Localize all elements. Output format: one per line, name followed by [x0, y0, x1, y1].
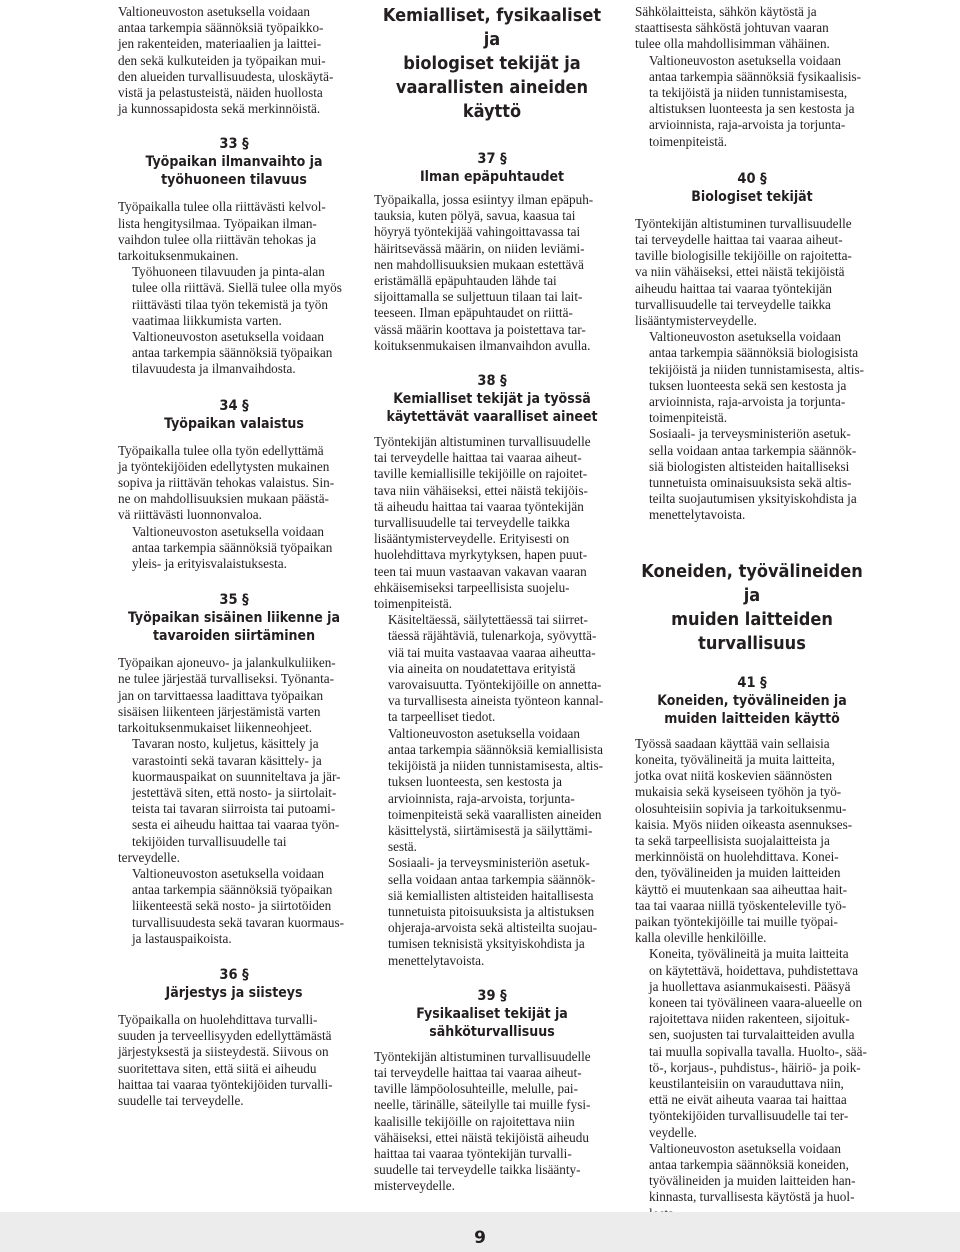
text-line: toimenpiteistä.	[649, 133, 728, 149]
text-line: taville kemiallisille tekijöille on rajoitet-	[374, 466, 588, 482]
text-line: taville lämpöolosuhteille, melulle, pai-	[374, 1081, 578, 1097]
text-line: turvallisuudesta sekä tavaran kuormaus-	[132, 914, 345, 930]
section-37-heading	[374, 150, 610, 186]
text-line: antaa tarkempia säännöksiä työpaikko-	[118, 20, 324, 36]
text-line: arvioinnista, raja-arvoista ja torjunta-	[649, 394, 846, 410]
text-line: työntekijöiden turvallisuudelle tai ter-	[649, 1108, 849, 1124]
paragraph	[635, 736, 869, 947]
section-number: 38 §	[477, 373, 507, 390]
text-line: vässä määrin koottava ja poistettava tar-	[374, 321, 586, 337]
text-line: täessä räjähtäviä, tulenarkoja, syövyttä-	[388, 628, 597, 644]
text-line: ehkäisemiseksi tarpeellisista suojelu-	[374, 579, 570, 595]
text-line: vaarallisten aineiden käyttö	[395, 77, 589, 122]
text-line: kaisia. Myös niiden oikeasta asennukses-	[635, 816, 853, 832]
text-line: ja kunnossapidosta sekä merkinnöistä.	[118, 101, 321, 117]
text-line: kaalisille tekijöille on rajoitettava niin	[374, 1113, 575, 1129]
text-line: Työntekijän altistuminen turvallisuudelle	[374, 434, 591, 450]
text-line: tauksia, kuten pölyä, savua, kaasua tai	[374, 208, 576, 224]
paragraph	[374, 855, 610, 968]
text-line: Työhuoneen tilavuuden ja pinta-alan	[132, 264, 325, 280]
section-39-heading	[374, 987, 610, 1041]
section-38-heading	[374, 372, 610, 426]
text-line: tai terveydelle haittaa tai vaaraa aiheut-	[374, 1064, 582, 1080]
text-line: antaa tarkempia säännöksiä työpaikan	[132, 345, 333, 361]
text-line: toimenpiteistä.	[649, 410, 728, 426]
page-number: 9	[474, 1228, 486, 1248]
text-line: jen rakenteiden, materiaalien ja laittei-	[118, 36, 322, 52]
text-line: sella voidaan antaa tarkempia säännök-	[388, 871, 596, 887]
paragraph	[635, 4, 869, 53]
text-line: koneen tai työvälineen vaara-alueelle on	[649, 994, 863, 1010]
section-number: 33 §	[219, 136, 249, 153]
text-line: kinnasta, turvallisesta käytöstä ja huol-	[649, 1189, 855, 1205]
text-line: suoritettava siten, että siitä ei aiheudu	[118, 1060, 317, 1076]
section-number: 35 §	[219, 592, 249, 609]
section-41-heading	[635, 674, 869, 728]
text-line: Työpaikalla on huolehdittava turvalli-	[118, 1011, 318, 1027]
text-line: sisäisen liikenteen järjestämistä varten	[118, 703, 321, 719]
text-line: haittaa tai vaaraa työntekijän turvalli-	[374, 1145, 572, 1161]
section-title	[118, 984, 350, 1002]
text-line: sähköturvallisuus	[429, 1023, 555, 1040]
text-line: muiden laitteiden turvallisuus	[671, 608, 833, 654]
section-title	[118, 415, 350, 433]
chapter-heading	[635, 560, 869, 656]
text-line: kuormauspaikat on suunniteltava ja jär-	[132, 768, 341, 784]
text-line: olosuhteisiin sopivia ja tarkoituksenmu-	[635, 800, 847, 816]
section-title	[635, 188, 869, 206]
text-line: varovaisuutta. Työntekijöille on annetta-	[388, 677, 602, 693]
text-line: antaa tarkempia säännöksiä kemiallisista	[388, 741, 603, 757]
text-line: rajoitettava niiden rakenteen, sijoituk-	[649, 1011, 850, 1027]
text-line: Työntekijän altistuminen turvallisuudelle	[374, 1048, 591, 1064]
column-middle	[374, 4, 610, 1195]
text-line: via aineita on noudatettava erityistä	[388, 660, 576, 676]
paragraph	[374, 1049, 610, 1195]
text-line: Fysikaaliset tekijät ja	[416, 1005, 568, 1022]
section-number: 40 §	[737, 170, 767, 187]
paragraph	[635, 216, 869, 329]
text-line: Valtioneuvoston asetuksella voidaan	[132, 329, 324, 345]
text-line: tarkoituksenmukainen.	[118, 248, 239, 264]
text-line: teista tai tavaran siirroista tai putoami-	[132, 801, 336, 817]
text-line: koneita, työvälineitä ja muita laitteita,	[635, 751, 835, 767]
text-line: Koneita, työvälineitä ja muita laitteita	[649, 946, 849, 962]
section-40-heading	[635, 170, 869, 206]
paragraph	[635, 53, 869, 150]
text-line: jestettävä siten, että nosto- ja siirtolait-	[132, 784, 337, 800]
text-line: vä riittävästi luonnonvaloa.	[118, 507, 262, 523]
text-line: Työpaikalla tulee olla riittävästi kelvol-	[118, 199, 326, 215]
text-line: käytettävät vaaralliset aineet	[386, 409, 598, 426]
section-title	[118, 153, 350, 189]
text-line: jotka ovat niitä koskevien säännösten	[635, 768, 833, 784]
text-line: taville biologisille tekijöille on rajoitetta-	[635, 248, 852, 264]
text-line: sen, suojusten tai turvalaitteiden avulla	[649, 1027, 855, 1043]
text-line: Käsiteltäessä, säilytettäessä tai siirret-	[388, 612, 588, 628]
text-line: turvallisuudelle tai terveydelle taikka	[635, 296, 831, 312]
text-line: ne tulee järjestää turvalliseksi. Työnanta-	[118, 671, 334, 687]
text-line: tunnetuista pitoisuuksista ja altistuksen	[388, 903, 595, 919]
text-line: teilta suojautumisen yksityiskohdista ja	[649, 491, 857, 507]
text-line: jan on tarvittaessa laadittava työpaikan	[118, 687, 324, 703]
text-line: Valtioneuvoston asetuksella voidaan	[388, 725, 580, 741]
text-line: neelle, tärinälle, säteilylle tai muille fysi-	[374, 1097, 591, 1113]
text-line: Työpaikan ajoneuvo- ja jalankulkuliiken-	[118, 655, 336, 671]
text-line: järjestyksestä ja siisteydestä. Siivous on	[118, 1044, 329, 1060]
text-line: työhuoneen tilavuus	[161, 172, 307, 189]
text-line: Tavaran nosto, kuljetus, käsittely ja	[132, 736, 319, 752]
text-line: misterveydelle.	[374, 1178, 455, 1194]
text-line: lisääntymisterveydelle.	[635, 313, 757, 329]
text-line: ta tekijöistä ja niiden tunnistamisesta,	[649, 85, 848, 101]
text-line: vistä ja pelastusteistä, näiden huollosta	[118, 85, 323, 101]
paragraph	[118, 199, 350, 264]
text-line: Kemialliset tekijät ja työssä	[393, 391, 591, 408]
text-line: ja työntekijöiden edellytysten mukainen	[118, 458, 330, 474]
section-number: 37 §	[477, 151, 507, 167]
text-line: siä biologisten altisteiden haitalliseksi	[649, 458, 850, 474]
text-line: antaa tarkempia säännöksiä biologisista	[649, 345, 859, 361]
text-line: varastointi sekä tavaran käsittely- ja	[132, 752, 322, 768]
text-line: suuden ja terveellisyyden edellyttämästä	[118, 1028, 332, 1044]
text-line: antaa tarkempia säännöksiä fysikaalisis-	[649, 68, 862, 84]
text-line: arvioinnista, raja-arvoista, torjunta-	[388, 790, 575, 806]
text-line: Sosiaali- ja terveysministeriön asetuk-	[388, 855, 590, 871]
text-line: Työssä saadaan käyttää vain sellaisia	[635, 735, 830, 751]
text-line: tai terveydelle haittaa tai vaaraa aiheut-	[374, 450, 582, 466]
text-line: kalla oleville henkilöille.	[635, 930, 767, 946]
column-right	[635, 4, 869, 1222]
paragraph	[635, 329, 869, 426]
text-line: riittävästi tilaa työn tekemistä ja työn	[132, 296, 328, 312]
text-line: muiden laitteiden käyttö	[664, 710, 840, 727]
paragraph	[118, 736, 350, 866]
paragraph	[118, 264, 350, 329]
text-line: tilavuudesta ja ilmanvaihdosta.	[132, 361, 296, 377]
text-line: liikenteestä sekä nosto- ja siirtotöiden	[132, 898, 332, 914]
text-line: Työpaikan valaistus	[164, 415, 304, 432]
text-line: teeseen. Ilman epäpuhtaudet on riittä-	[374, 305, 573, 321]
text-line: Työpaikalla tulee olla työn edellyttämä	[118, 442, 324, 458]
text-line: taa tai vaaraa niillä työskenteleville työ-	[635, 897, 847, 913]
text-line: den alueiden turvallisuudesta, uloskäytä-	[118, 68, 334, 84]
paragraph	[118, 1012, 350, 1109]
text-line: sijoittamalla se suljettuun tilaan tai lait-	[374, 289, 583, 305]
text-line: tai muulla sopivalla tavalla. Huolto-, sää-	[649, 1043, 867, 1059]
text-line: altistuksen luonteesta ja sen kestosta ja	[649, 101, 855, 117]
text-line: siä kemiallisten altisteiden haitallisesta	[388, 887, 594, 903]
text-line: tulee olla mahdollisimman vähäinen.	[635, 36, 830, 52]
text-line: tekijöistä ja niiden tunnistamisesta, altis-	[649, 361, 864, 377]
text-line: Valtioneuvoston asetuksella voidaan	[118, 4, 310, 19]
text-line: Biologiset tekijät	[691, 188, 813, 205]
text-line: yleis- ja erityisvalaistuksesta.	[132, 556, 287, 572]
text-line: häiritsevässä määrin, on niiden leviämi-	[374, 240, 585, 256]
text-line: tä aiheudu haittaa tai vaaraa työntekijän	[374, 498, 584, 514]
text-line: Koneiden, työvälineiden ja	[657, 692, 847, 709]
text-line: ja huollettava asianmukaisesti. Pääsyä	[649, 978, 851, 994]
text-line: käsittelystä, siirtämisestä ja säilyttämi-	[388, 822, 593, 838]
paragraph	[374, 192, 610, 354]
intro-paragraph	[118, 4, 350, 117]
paragraph	[118, 524, 350, 573]
text-line: Järjestys ja siisteys	[165, 984, 303, 1001]
paragraph	[374, 612, 610, 725]
text-line: Sähkölaitteista, sähkön käytöstä ja	[635, 4, 817, 19]
column-left	[118, 4, 350, 1109]
text-line: tava niin vähäiseksi, ettei näistä tekijöis-	[374, 482, 588, 498]
text-line: höyryä työntekijää vahingoittavassa tai	[374, 224, 581, 240]
text-line: menettelytavoista.	[649, 507, 746, 523]
section-number: 36 §	[219, 966, 249, 983]
text-line: biologiset tekijät ja	[403, 53, 581, 74]
text-line: sella voidaan antaa tarkempia säännök-	[649, 442, 857, 458]
section-number: 34 §	[219, 397, 249, 414]
paragraph	[635, 1141, 869, 1222]
text-line: vaatimaa liikkumista varten.	[132, 312, 282, 328]
text-line: ta sekä tarpeellisista suojalaitteista ja	[635, 832, 830, 848]
text-line: koituksenmukaisen ilmanvaihdon avulla.	[374, 337, 591, 353]
paragraph	[635, 426, 869, 523]
paragraph	[374, 726, 610, 856]
text-line: mukaisia sekä kyseiseen työhön ja työ-	[635, 784, 842, 800]
section-35-heading	[118, 591, 350, 645]
text-line: lista hengitysilmaa. Työpaikan ilman-	[118, 215, 317, 231]
text-line: antaa tarkempia säännöksiä työpaikan	[132, 882, 333, 898]
section-title	[374, 390, 610, 426]
text-line: viä tai muita vastaavaa vaaraa aiheutta-	[388, 644, 596, 660]
text-line: Työpaikan sisäinen liikenne ja	[128, 610, 340, 627]
text-line: tunnetuista ominaisuuksista sekä altis-	[649, 475, 852, 491]
text-line: Valtioneuvoston asetuksella voidaan	[132, 865, 324, 881]
text-line: ja lastauspaikoista.	[132, 930, 232, 946]
text-line: sesta ei aiheudu haittaa tai vaaraa työn-	[132, 817, 340, 833]
section-title	[374, 168, 610, 186]
text-line: nen mahdollisuuksien mukaan estettävä	[374, 256, 584, 272]
section-title	[374, 1005, 610, 1041]
text-line: haittaa tai vaaraa työntekijöiden turvalli-	[118, 1076, 333, 1092]
section-title	[118, 609, 350, 645]
text-line: tuksen luonteesta sekä sen kestosta ja	[649, 377, 847, 393]
section-33-heading	[118, 135, 350, 189]
paragraph	[118, 866, 350, 947]
section-title	[635, 692, 869, 728]
paragraph	[118, 655, 350, 736]
text-line: huolehdittava myrkytyksen, hapen puut-	[374, 547, 588, 563]
paragraph	[635, 946, 869, 1140]
text-line: sestä.	[388, 839, 417, 855]
text-line: keustilanteisiin on varauduttava niin,	[649, 1075, 844, 1091]
text-line: lisääntymisterveydelle. Erityisesti on	[374, 531, 570, 547]
text-line: tekijöiden turvallisuudelle tai terveydelle.	[118, 833, 287, 865]
text-line: teen tai muun vastaavan vakavan vaaran	[374, 563, 587, 579]
section-34-heading	[118, 397, 350, 433]
text-line: Valtioneuvoston asetuksella voidaan	[649, 329, 841, 345]
text-line: va turvallisesta aineista työnteon kannal-	[388, 693, 604, 709]
text-line: den, työvälineiden ja muiden laitteiden	[635, 865, 841, 881]
section-number: 39 §	[477, 987, 507, 1004]
text-line: Kemialliset, fysikaaliset ja	[382, 5, 602, 50]
text-line: tarkoituksenmukaiset liikenneohjeet.	[118, 720, 313, 736]
text-line: tumisen teknisistä yksityiskohdista ja	[388, 936, 585, 952]
chapter-heading	[374, 4, 610, 124]
text-line: sopiva ja riittävän tehokas valaistus. Sin-	[118, 475, 335, 491]
text-line: Valtioneuvoston asetuksella voidaan	[649, 52, 841, 68]
text-line: Ilman epäpuhtaudet	[419, 169, 565, 185]
text-line: menettelytavoista.	[388, 952, 485, 968]
text-line: arvioinnista, raja-arvoista ja torjunta-	[649, 117, 846, 133]
text-line: Valtioneuvoston asetuksella voidaan	[132, 523, 324, 539]
text-line: den sekä kulkuteiden ja työpaikan mui-	[118, 52, 326, 68]
paragraph	[118, 329, 350, 378]
paragraph	[374, 434, 610, 612]
text-line: suudelle tai terveydelle.	[118, 1092, 244, 1108]
text-line: on käytettävä, hoidettava, puhdistettava	[649, 962, 859, 978]
text-line: toimenpiteistä.	[374, 596, 453, 612]
text-line: vaihdon tulee olla riittävän tehokas ja	[118, 231, 317, 247]
text-line: ohjeraja-arvoista sekä altisteilta suojau-	[388, 920, 598, 936]
text-line: ne on mahdollisuuksien mukaan päästä-	[118, 491, 329, 507]
text-line: tai terveydelle haittaa tai vaaraa aiheut-	[635, 232, 843, 248]
text-line: turvallisuudelle tai terveydelle taikka	[374, 515, 570, 531]
text-line: antaa tarkempia säännöksiä koneiden,	[649, 1156, 849, 1172]
text-line: veydelle.	[649, 1124, 697, 1140]
text-line: staattisesta sähköstä johtuvan vaaran	[635, 20, 829, 36]
text-line: tekijöistä ja niiden tunnistamisesta, altis-	[388, 758, 603, 774]
text-line: Koneiden, työvälineiden ja	[641, 560, 863, 606]
paragraph	[118, 443, 350, 524]
text-line: käyttö ei muutenkaan saa aiheuttaa hait-	[635, 881, 848, 897]
text-line: aiheudu haittaa tai vaaraa työntekijän	[635, 280, 832, 296]
text-line: Työntekijän altistuminen turvallisuudelle	[635, 215, 852, 231]
text-line: että ne eivät aiheuta vaaraa tai haittaa	[649, 1092, 847, 1108]
section-36-heading	[118, 966, 350, 1002]
section-number: 41 §	[737, 674, 767, 691]
text-line: työvälineiden ja muiden laitteiden han-	[649, 1173, 856, 1189]
text-line: vähäiseksi, ettei näistä tekijöistä aiheudu	[374, 1129, 589, 1145]
text-line: ta tarpeelliset tiedot.	[388, 709, 496, 725]
text-line: tuksen luonteesta, sen kestosta ja	[388, 774, 562, 790]
text-line: tavaroiden siirtäminen	[152, 628, 316, 645]
text-line: va niin vähäiseksi, ettei näistä tekijöistä	[635, 264, 845, 280]
text-line: Valtioneuvoston asetuksella voidaan	[649, 1140, 841, 1156]
text-line: toimenpiteistä sekä vaarallisten aineiden	[388, 806, 602, 822]
text-line: Työpaikan ilmanvaihto ja	[145, 154, 323, 171]
text-line: merkinnöistä on huolehdittava. Konei-	[635, 849, 839, 865]
text-line: Sosiaali- ja terveysministeriön asetuk-	[649, 426, 851, 442]
text-line: Työpaikalla, jossa esiintyy ilman epäpuh-	[374, 192, 594, 207]
text-line: tö-, korjaus-, puhdistus-, häiriö- ja poik-	[649, 1059, 861, 1075]
text-line: tulee olla riittävä. Siellä tulee olla myös	[132, 280, 342, 296]
text-line: paikan työntekijöille tai muille työpai-	[635, 913, 838, 929]
text-line: eristämällä epäpuhtauden lähde tai	[374, 273, 557, 289]
text-line: suudelle tai terveydelle taikka lisäänty-	[374, 1162, 581, 1178]
text-line: antaa tarkempia säännöksiä työpaikan	[132, 539, 333, 555]
